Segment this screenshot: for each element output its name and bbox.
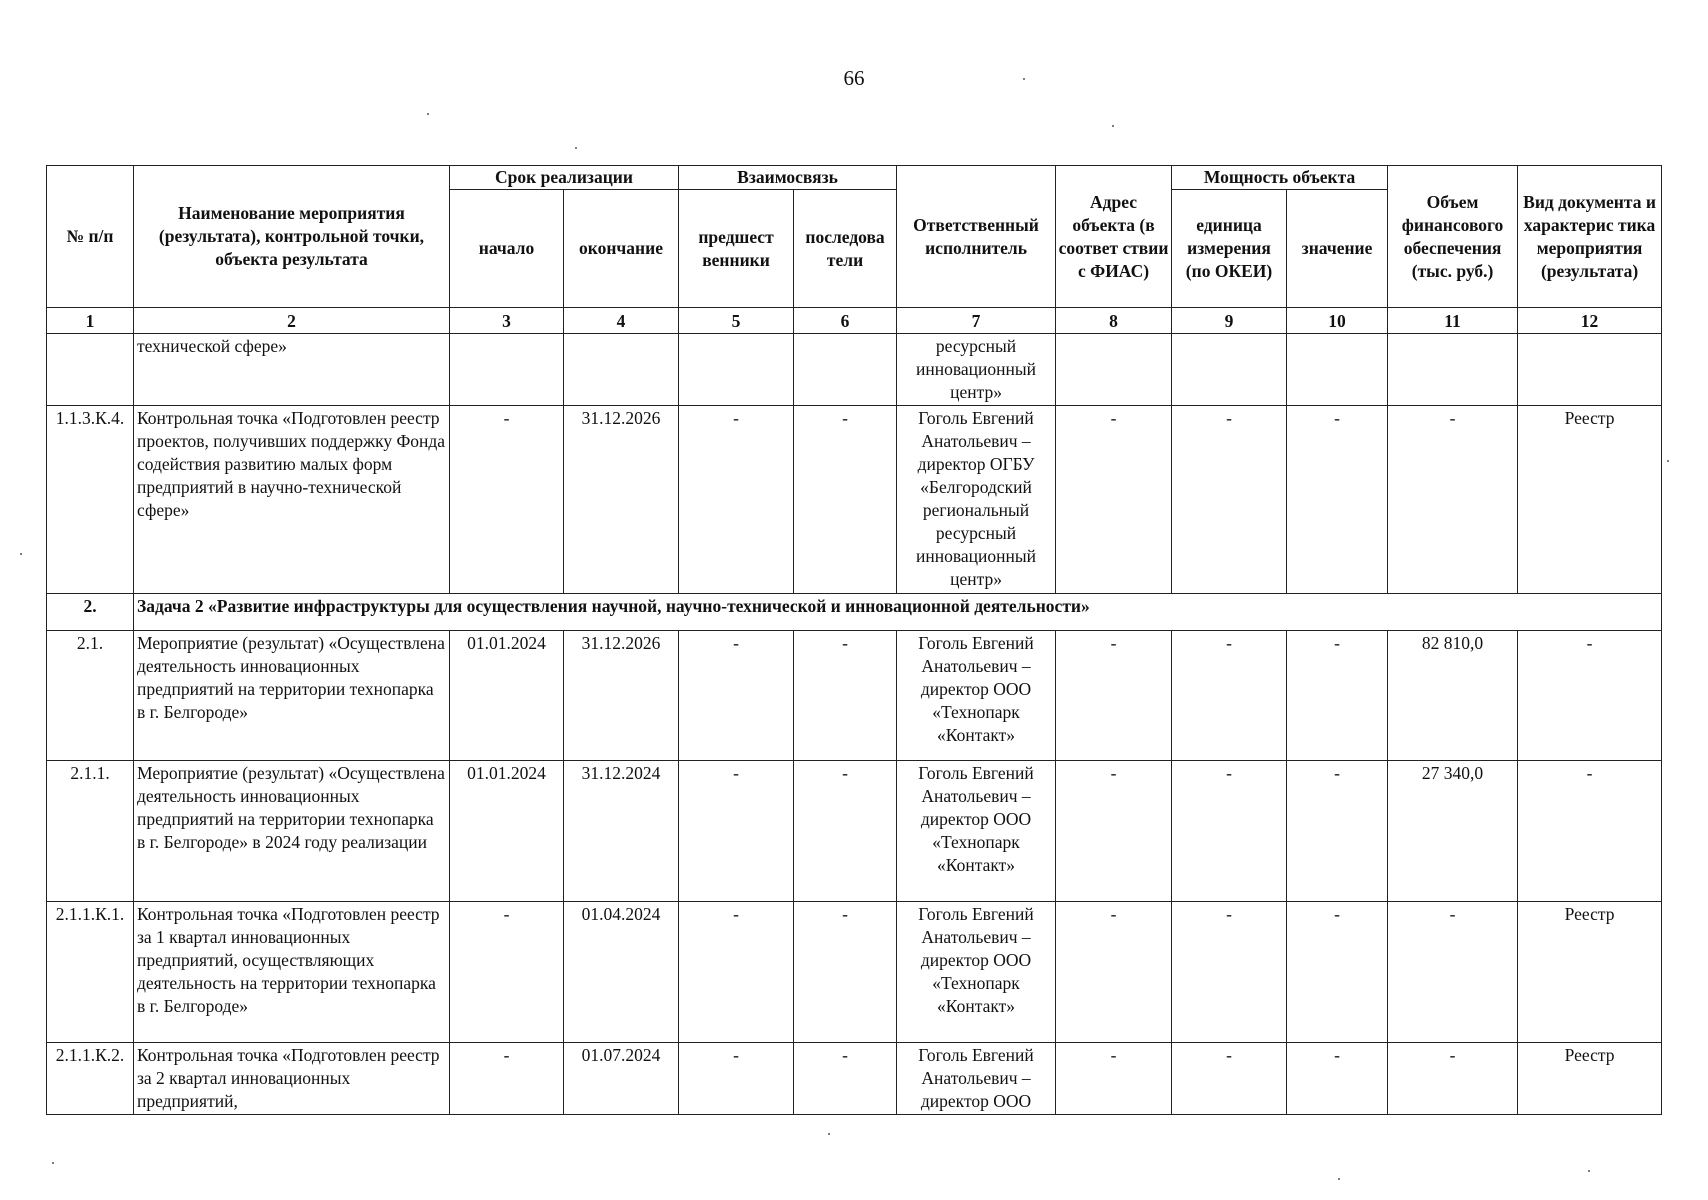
row-predecessors (679, 334, 794, 406)
row-address: - (1056, 631, 1172, 761)
column-number: 8 (1056, 308, 1172, 334)
row-successors (794, 334, 897, 406)
column-number: 3 (450, 308, 564, 334)
row-address: - (1056, 902, 1172, 1043)
row-value: - (1287, 406, 1388, 594)
row-unit: - (1172, 902, 1287, 1043)
header-end: окончание (564, 190, 679, 308)
scan-speck (1023, 78, 1025, 80)
row-successors: - (794, 406, 897, 594)
row-end: 31.12.2026 (564, 406, 679, 594)
table-row (47, 1043, 1662, 1115)
scan-speck (427, 113, 429, 115)
row-name: Контрольная точка «Подготовлен реестр проектов, получивших поддержку Фонда содействия развитию малых форм предприятий в научно-технической сфере» (134, 406, 450, 594)
column-number-row (47, 308, 1662, 334)
row-start: 01.01.2024 (450, 631, 564, 761)
row-number: 2.1. (47, 631, 134, 761)
row-predecessors: - (679, 631, 794, 761)
scan-speck (1588, 1170, 1590, 1172)
row-end: 31.12.2026 (564, 631, 679, 761)
row-successors: - (794, 761, 897, 902)
row-name: Мероприятие (результат) «Осуществлена деятельность инновационных предприятий на территории технопарка в г. Белгороде» (134, 631, 450, 761)
table-row (47, 334, 1662, 406)
header-group-capacity: Мощность объекта (1172, 166, 1388, 190)
row-number (47, 334, 134, 406)
row-end: 01.07.2024 (564, 1043, 679, 1115)
header-unit: единица измерения (по ОКЕИ) (1172, 190, 1287, 308)
row-name: технической сфере» (134, 334, 450, 406)
row-finance: - (1388, 406, 1518, 594)
row-name: Контрольная точка «Подготовлен реестр за 2 квартал инновационных предприятий, (134, 1043, 450, 1115)
row-name: Мероприятие (результат) «Осуществлена деятельность инновационных предприятий на территории технопарка в г. Белгороде» в 2024 году реализации (134, 761, 450, 902)
row-number: 2.1.1.К.2. (47, 1043, 134, 1115)
table-row (47, 761, 1662, 902)
row-finance: - (1388, 902, 1518, 1043)
row-start: - (450, 1043, 564, 1115)
header-responsible: Ответственный исполнитель (897, 166, 1056, 308)
header-num: № п/п (47, 166, 134, 308)
column-number: 10 (1287, 308, 1388, 334)
row-predecessors: - (679, 406, 794, 594)
row-doc: Реестр (1518, 902, 1662, 1043)
row-value: - (1287, 1043, 1388, 1115)
row-address: - (1056, 406, 1172, 594)
row-start (450, 334, 564, 406)
column-number: 12 (1518, 308, 1662, 334)
row-predecessors: - (679, 761, 794, 902)
row-responsible: Гоголь Евгений Анатольевич – директор ООО «Технопарк «Контакт» (897, 902, 1056, 1043)
row-responsible: Гоголь Евгений Анатольевич – директор ООО «Технопарк «Контакт» (897, 631, 1056, 761)
header-group-term: Срок реализации (450, 166, 679, 190)
table-row (47, 406, 1662, 594)
scan-speck (828, 1133, 830, 1135)
header-group-link: Взаимосвязь (679, 166, 897, 190)
column-number: 5 (679, 308, 794, 334)
row-finance: 27 340,0 (1388, 761, 1518, 902)
header-start: начало (450, 190, 564, 308)
row-responsible: ресурсный инновационный центр» (897, 334, 1056, 406)
column-number: 9 (1172, 308, 1287, 334)
row-doc: - (1518, 631, 1662, 761)
column-number: 4 (564, 308, 679, 334)
scan-speck (575, 147, 577, 149)
row-predecessors: - (679, 902, 794, 1043)
row-unit: - (1172, 1043, 1287, 1115)
task-row (47, 594, 1662, 631)
row-start: 01.01.2024 (450, 761, 564, 902)
header-predecessors: предшест венники (679, 190, 794, 308)
table-row (47, 902, 1662, 1043)
row-responsible: Гоголь Евгений Анатольевич – директор ООО «Технопарк «Контакт» (897, 761, 1056, 902)
header-value: значение (1287, 190, 1388, 308)
task-number: 2. (47, 594, 134, 631)
header-row-1 (47, 166, 1662, 190)
row-doc: Реестр (1518, 1043, 1662, 1115)
row-address (1056, 334, 1172, 406)
row-doc (1518, 334, 1662, 406)
column-number: 1 (47, 308, 134, 334)
row-finance: 82 810,0 (1388, 631, 1518, 761)
row-unit: - (1172, 406, 1287, 594)
scan-speck (20, 553, 22, 555)
page-number: 66 (843, 66, 865, 90)
row-successors: - (794, 902, 897, 1043)
row-address: - (1056, 1043, 1172, 1115)
row-finance: - (1388, 1043, 1518, 1115)
header-name: Наименование мероприятия (результата), контрольной точки, объекта результата (134, 166, 450, 308)
scan-speck (1112, 125, 1114, 127)
row-number: 2.1.1.К.1. (47, 902, 134, 1043)
scan-speck (1338, 1178, 1340, 1180)
row-unit: - (1172, 761, 1287, 902)
header-finance: Объем финансового обеспечения (тыс. руб.) (1388, 166, 1518, 308)
row-name: Контрольная точка «Подготовлен реестр за 1 квартал инновационных предприятий, осуществляющих деятельность на территории технопарка в г. Белгороде» (134, 902, 450, 1043)
row-start: - (450, 902, 564, 1043)
task-title: Задача 2 «Развитие инфраструктуры для осуществления научной, научно-технической и инновационной деятельности» (134, 594, 1662, 631)
row-successors: - (794, 1043, 897, 1115)
row-unit: - (1172, 631, 1287, 761)
column-number: 2 (134, 308, 450, 334)
table-row (47, 631, 1662, 761)
column-number: 6 (794, 308, 897, 334)
row-doc: Реестр (1518, 406, 1662, 594)
column-number: 11 (1388, 308, 1518, 334)
header-address: Адрес объекта (в соответ ствии с ФИАС) (1056, 166, 1172, 308)
row-end: 01.04.2024 (564, 902, 679, 1043)
row-finance (1388, 334, 1518, 406)
row-end (564, 334, 679, 406)
scan-speck (1667, 460, 1669, 462)
header-doc: Вид документа и характерис тика мероприятия (результата) (1518, 166, 1662, 308)
row-value: - (1287, 761, 1388, 902)
row-start: - (450, 406, 564, 594)
row-number: 1.1.3.К.4. (47, 406, 134, 594)
column-number: 7 (897, 308, 1056, 334)
row-value (1287, 334, 1388, 406)
row-unit (1172, 334, 1287, 406)
row-successors: - (794, 631, 897, 761)
row-responsible: Гоголь Евгений Анатольевич – директор ООО (897, 1043, 1056, 1115)
row-value: - (1287, 902, 1388, 1043)
row-address: - (1056, 761, 1172, 902)
header-successors: последова тели (794, 190, 897, 308)
scan-speck (52, 1162, 54, 1164)
row-responsible: Гоголь Евгений Анатольевич – директор ОГБУ «Белгородский региональный ресурсный инновационный центр» (897, 406, 1056, 594)
row-predecessors: - (679, 1043, 794, 1115)
row-number: 2.1.1. (47, 761, 134, 902)
row-doc: - (1518, 761, 1662, 902)
row-end: 31.12.2024 (564, 761, 679, 902)
row-value: - (1287, 631, 1388, 761)
plan-table (46, 165, 1662, 1115)
